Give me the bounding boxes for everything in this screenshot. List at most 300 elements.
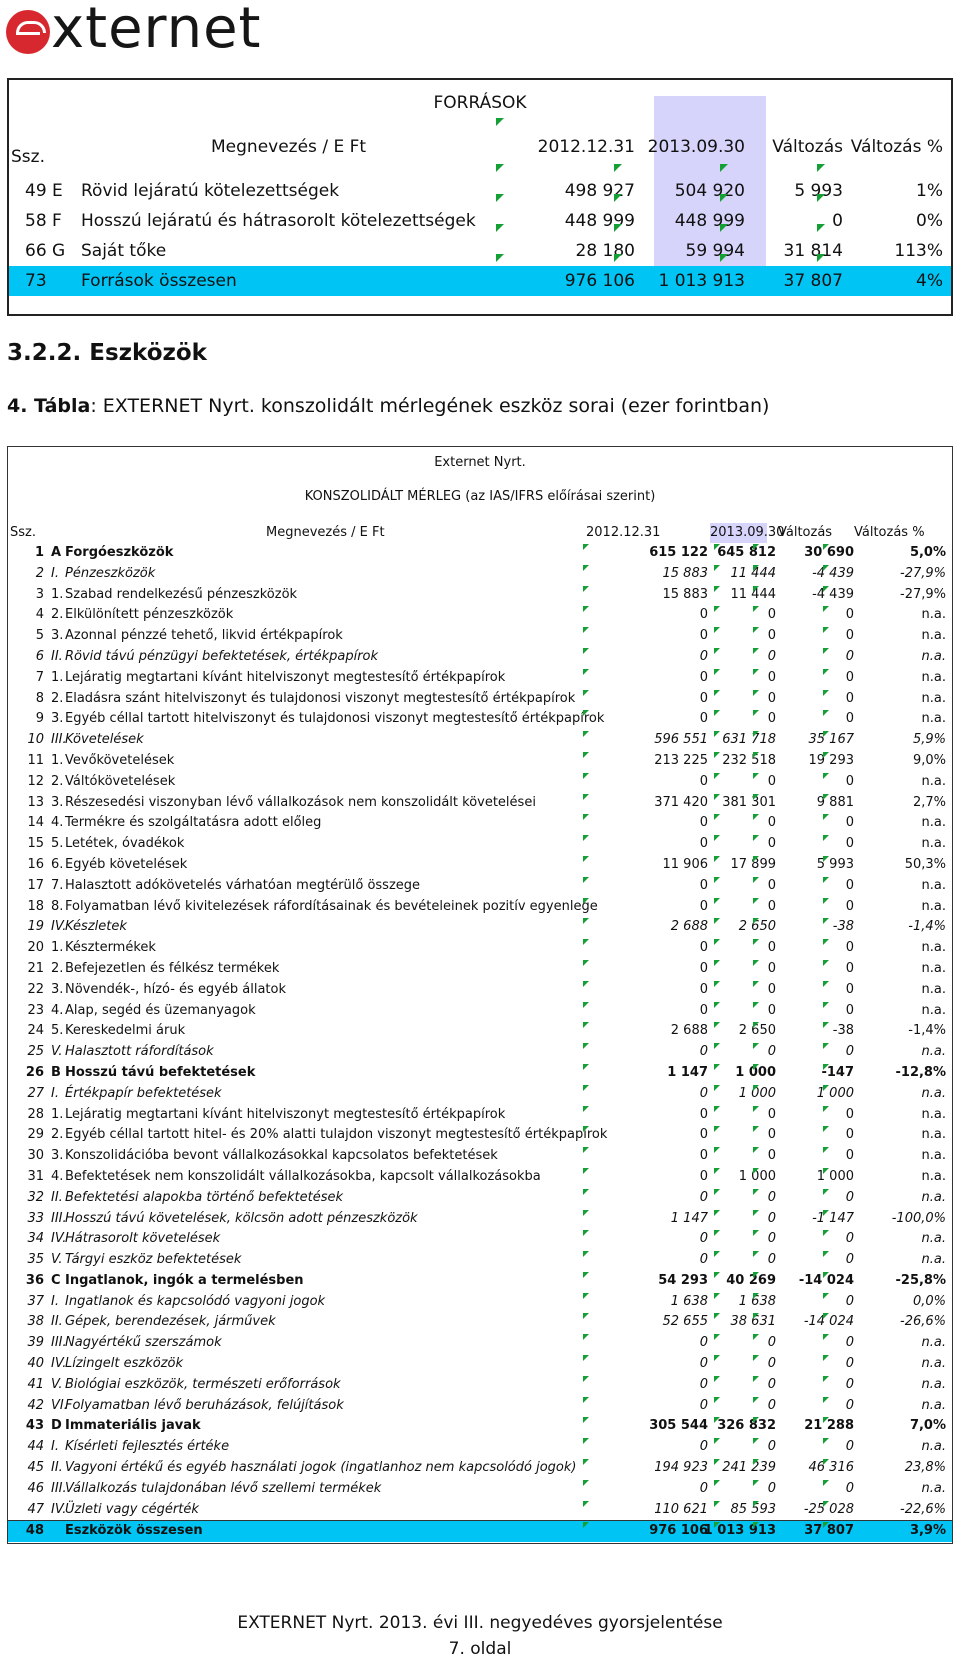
- value-2013: 0: [767, 1252, 776, 1268]
- cell-marker-icon: [583, 835, 589, 841]
- cell-marker-icon: [583, 565, 589, 571]
- cell-marker-icon: [614, 254, 622, 262]
- eszkozok-table: [7, 446, 953, 1544]
- value-change-pct: 5,0%: [909, 545, 946, 560]
- cell-marker-icon: [823, 752, 829, 758]
- cell-marker-icon: [714, 1272, 720, 1278]
- cell-marker-icon: [823, 1251, 829, 1257]
- value-2013: 0: [767, 1480, 776, 1496]
- cell-marker-icon: [823, 1064, 829, 1070]
- table-row: [8, 1105, 952, 1126]
- cell-marker-icon: [496, 224, 504, 232]
- row-number: 46: [27, 1480, 44, 1496]
- row-name: Pénzeszközök: [65, 565, 156, 581]
- row-code: III.: [51, 1335, 67, 1351]
- section-heading: 3.2.2. Eszközök: [7, 340, 207, 366]
- value-2012: 0: [699, 1106, 708, 1122]
- row-name: Szabad rendelkezésű pénzeszközök: [65, 586, 298, 602]
- value-change: -14 024: [803, 1314, 854, 1330]
- cell-marker-icon: [823, 1397, 829, 1403]
- header-date2: 2013.09.30: [647, 137, 745, 157]
- cell-marker-icon: [823, 1147, 829, 1153]
- cell-marker-icon: [753, 690, 759, 696]
- value-2012: 448 999: [564, 211, 635, 231]
- value-change: 0: [845, 1189, 854, 1205]
- row-name: Nagyértékű szerszámok: [65, 1335, 222, 1351]
- cell-marker-icon: [823, 1189, 829, 1195]
- cell-marker-icon: [583, 586, 589, 592]
- table-row: [8, 813, 952, 834]
- header-name: Megnevezés / E Ft: [211, 137, 367, 157]
- value-2013: 0: [767, 940, 776, 956]
- cell-marker-icon: [714, 565, 720, 571]
- value-change: 0: [845, 1231, 854, 1247]
- eszkozok-total-row: [8, 1520, 952, 1542]
- table-row: [8, 1312, 952, 1333]
- row-number: 43: [25, 1418, 44, 1434]
- value-2012: 0: [699, 1044, 708, 1060]
- cell-marker-icon: [823, 731, 829, 737]
- row-number: 7: [35, 669, 44, 685]
- cell-marker-icon: [583, 710, 589, 716]
- cell-marker-icon: [583, 627, 589, 633]
- value-2013: 0: [767, 1231, 776, 1247]
- row-name: Vagyoni értékű és egyéb használati jogok (ingatlanhoz nem kapcsolódó jogok): [65, 1460, 577, 1476]
- row-code: 5.: [51, 1023, 64, 1039]
- row-code: 3.: [51, 794, 64, 810]
- row-code: 1.: [51, 940, 64, 956]
- row-name: Saját tőke: [81, 241, 167, 261]
- value-2012: 498 927: [564, 181, 635, 201]
- value-2012: 0: [699, 1127, 708, 1143]
- row-name: Befejezetlen és félkész termékek: [65, 960, 280, 976]
- value-change: 37 807: [804, 1523, 854, 1539]
- row-code: F: [52, 211, 62, 231]
- cell-marker-icon: [714, 1417, 720, 1423]
- cell-marker-icon: [753, 1251, 759, 1257]
- row-code: IV.: [51, 1356, 67, 1372]
- row-code: III.: [51, 1210, 67, 1226]
- header-ssz: Ssz.: [10, 525, 36, 540]
- cell-marker-icon: [720, 164, 728, 172]
- cell-marker-icon: [583, 1168, 589, 1174]
- value-2013: 11 444: [730, 565, 776, 581]
- table-row: [8, 793, 952, 814]
- value-change-pct: n.a.: [921, 1376, 946, 1392]
- cell-marker-icon: [583, 1376, 589, 1382]
- row-number: 12: [27, 773, 44, 789]
- value-change: 0: [845, 690, 854, 706]
- table-row: [8, 564, 952, 585]
- value-2012: 213 225: [654, 752, 708, 768]
- cell-marker-icon: [753, 1522, 759, 1528]
- value-2012: 0: [699, 960, 708, 976]
- cell-marker-icon: [753, 794, 759, 800]
- value-2012: 1 147: [670, 1210, 708, 1226]
- header-date1: 2012.12.31: [537, 137, 635, 157]
- row-number: 10: [27, 732, 44, 748]
- value-change-pct: n.a.: [921, 898, 946, 914]
- value-change: 19 293: [808, 752, 854, 768]
- row-name: Értékpapír befektetések: [65, 1085, 222, 1101]
- cell-marker-icon: [714, 835, 720, 841]
- cell-marker-icon: [583, 1459, 589, 1465]
- value-change: -14 024: [798, 1272, 854, 1288]
- value-2012: 0: [699, 1148, 708, 1164]
- cell-marker-icon: [753, 627, 759, 633]
- row-code: 1.: [51, 669, 64, 685]
- row-name: Rövid lejáratú kötelezettségek: [81, 181, 340, 201]
- table-row: [8, 1458, 952, 1479]
- cell-marker-icon: [823, 960, 829, 966]
- value-change-pct: n.a.: [921, 981, 946, 997]
- value-change-pct: -22,6%: [900, 1501, 946, 1517]
- forrasok-total-row: [9, 266, 951, 296]
- cell-marker-icon: [823, 1272, 829, 1278]
- value-change: 0: [845, 940, 854, 956]
- value-2012: 0: [699, 898, 708, 914]
- cell-marker-icon: [753, 1459, 759, 1465]
- cell-marker-icon: [753, 918, 759, 924]
- value-change: 35 167: [808, 732, 854, 748]
- cell-marker-icon: [753, 1168, 759, 1174]
- value-2013: 59 994: [685, 241, 745, 261]
- value-2013: 0: [767, 1397, 776, 1413]
- table-row: [8, 647, 952, 668]
- cell-marker-icon: [823, 918, 829, 924]
- cell-marker-icon: [714, 1085, 720, 1091]
- value-change-pct: n.a.: [921, 836, 946, 852]
- value-2013: 1 013 913: [658, 271, 745, 291]
- forrasok-title: FORRÁSOK: [433, 93, 527, 113]
- table-row: [8, 730, 952, 751]
- cell-marker-icon: [714, 710, 720, 716]
- cell-marker-icon: [714, 1168, 720, 1174]
- row-number: 26: [25, 1064, 44, 1080]
- row-name: Forgóeszközök: [65, 545, 174, 560]
- value-2013: 232 518: [722, 752, 776, 768]
- cell-marker-icon: [583, 606, 589, 612]
- row-number: 11: [27, 752, 44, 768]
- value-change-pct: -26,6%: [900, 1314, 946, 1330]
- value-2013: 0: [767, 1127, 776, 1143]
- row-number: 18: [27, 898, 44, 914]
- value-2013: 504 920: [674, 181, 745, 201]
- value-2012: 0: [699, 940, 708, 956]
- cell-marker-icon: [614, 224, 622, 232]
- value-2013: 326 832: [717, 1418, 776, 1434]
- cell-marker-icon: [714, 939, 720, 945]
- row-number: 38: [27, 1314, 44, 1330]
- cell-marker-icon: [753, 1210, 759, 1216]
- table-row: [8, 1396, 952, 1417]
- logo-text: xternet: [51, 0, 262, 61]
- row-number: 35: [27, 1252, 44, 1268]
- table-row: [8, 1021, 952, 1042]
- cell-marker-icon: [753, 648, 759, 654]
- row-name: Lízingelt eszközök: [65, 1356, 184, 1372]
- row-code: A: [51, 545, 62, 560]
- value-change: 46 316: [808, 1460, 854, 1476]
- row-code: 3.: [51, 628, 64, 644]
- row-code: 3.: [51, 711, 64, 727]
- cell-marker-icon: [714, 1480, 720, 1486]
- row-name: Immateriális javak: [65, 1418, 201, 1434]
- row-code: 2.: [51, 690, 64, 706]
- value-change: 0: [845, 773, 854, 789]
- row-code: 2.: [51, 773, 64, 789]
- value-2013: 0: [767, 648, 776, 664]
- value-2013: 0: [767, 1106, 776, 1122]
- row-name: Lejáratig megtartani kívánt hitelviszonyt megtestesítő értékpapírok: [65, 1106, 506, 1122]
- row-code: 2.: [51, 960, 64, 976]
- row-code: 7.: [51, 877, 64, 893]
- value-2012: 0: [699, 1085, 708, 1101]
- value-change: 1 000: [816, 1168, 854, 1184]
- value-2013: 0: [767, 628, 776, 644]
- value-2013: 0: [767, 690, 776, 706]
- row-number: 31: [27, 1168, 44, 1184]
- value-change: 0: [845, 669, 854, 685]
- value-change-pct: n.a.: [921, 1397, 946, 1413]
- cell-marker-icon: [753, 544, 759, 550]
- header-change: Változás: [772, 137, 843, 157]
- row-name: Vevőkövetelések: [65, 752, 175, 768]
- value-2013: 0: [767, 1044, 776, 1060]
- table-row: [8, 980, 952, 1001]
- table-row: [8, 1188, 952, 1209]
- row-number: 6: [35, 648, 44, 664]
- cell-marker-icon: [823, 856, 829, 862]
- row-code: B: [51, 1064, 61, 1080]
- cell-marker-icon: [714, 1043, 720, 1049]
- value-change-pct: n.a.: [921, 960, 946, 976]
- value-change: 0: [845, 1002, 854, 1018]
- cell-marker-icon: [583, 1126, 589, 1132]
- cell-marker-icon: [823, 1293, 829, 1299]
- cell-marker-icon: [753, 1230, 759, 1236]
- value-change: 0: [845, 1480, 854, 1496]
- cell-marker-icon: [714, 1230, 720, 1236]
- cell-marker-icon: [753, 1064, 759, 1070]
- row-code: IV.: [51, 1231, 67, 1247]
- row-code: E: [52, 181, 63, 201]
- cell-marker-icon: [823, 1522, 829, 1528]
- value-change-pct: -27,9%: [900, 586, 946, 602]
- cell-marker-icon: [823, 627, 829, 633]
- row-name: Hosszú lejáratú és hátrasorolt kötelezettségek: [81, 211, 476, 231]
- row-name: Források összesen: [81, 271, 237, 291]
- row-number: 30: [27, 1148, 44, 1164]
- cell-marker-icon: [714, 773, 720, 779]
- value-2013: 0: [767, 981, 776, 997]
- cell-marker-icon: [823, 1501, 829, 1507]
- cell-marker-icon: [583, 1189, 589, 1195]
- value-2012: 0: [699, 1168, 708, 1184]
- cell-marker-icon: [823, 981, 829, 987]
- value-2013: 241 239: [722, 1460, 776, 1476]
- cell-marker-icon: [714, 794, 720, 800]
- value-change: -4 439: [812, 586, 854, 602]
- value-change-pct: n.a.: [921, 1252, 946, 1268]
- value-2013: 85 593: [730, 1501, 776, 1517]
- value-2012: 54 293: [658, 1272, 708, 1288]
- value-change-pct: n.a.: [921, 1439, 946, 1455]
- value-2013: 1 000: [738, 1168, 776, 1184]
- value-change-pct: 23,8%: [904, 1460, 946, 1476]
- value-change: 1 000: [816, 1085, 854, 1101]
- value-2013: 38 631: [730, 1314, 776, 1330]
- table-row: [8, 1209, 952, 1230]
- cell-marker-icon: [823, 794, 829, 800]
- value-change: -4 439: [812, 565, 854, 581]
- balance-caption: KONSZOLIDÁLT MÉRLEG (az IAS/IFRS előírásai szerint): [304, 489, 656, 504]
- table-row: [8, 834, 952, 855]
- cell-marker-icon: [753, 1085, 759, 1091]
- value-2013: 0: [767, 1148, 776, 1164]
- cell-marker-icon: [817, 194, 825, 202]
- value-change: -147: [821, 1064, 854, 1080]
- value-2013: 448 999: [674, 211, 745, 231]
- row-name: Halasztott ráfordítások: [65, 1044, 214, 1060]
- value-2012: 0: [699, 1335, 708, 1351]
- value-change-pct: -100,0%: [891, 1210, 946, 1226]
- cell-marker-icon: [583, 648, 589, 654]
- cell-marker-icon: [583, 981, 589, 987]
- value-change-pct: n.a.: [921, 628, 946, 644]
- value-2012: 615 122: [649, 545, 708, 560]
- value-2012: 0: [699, 815, 708, 831]
- table-row: [8, 1292, 952, 1313]
- value-change-pct: -25,8%: [895, 1272, 946, 1288]
- value-change-pct: n.a.: [921, 773, 946, 789]
- table-row: [8, 1229, 952, 1250]
- value-2013: 0: [767, 877, 776, 893]
- cell-marker-icon: [753, 1126, 759, 1132]
- value-2013: 645 812: [717, 545, 776, 560]
- cell-marker-icon: [823, 1002, 829, 1008]
- row-number: 16: [27, 856, 44, 872]
- value-2013: 11 444: [730, 586, 776, 602]
- forrasok-header-row: [9, 132, 951, 167]
- table-row: [8, 668, 952, 689]
- value-change-pct: 3,9%: [909, 1523, 946, 1539]
- row-name: Rövid távú pénzügyi befektetések, értékpapírok: [65, 648, 379, 664]
- value-change: 9 881: [816, 794, 854, 810]
- cell-marker-icon: [753, 1043, 759, 1049]
- value-change: 0: [845, 1148, 854, 1164]
- value-change-pct: n.a.: [921, 1356, 946, 1372]
- value-2013: 381 301: [722, 794, 776, 810]
- value-2012: 2 688: [670, 919, 708, 935]
- value-2013: 0: [767, 1356, 776, 1372]
- value-change: 0: [845, 898, 854, 914]
- row-number: 48: [25, 1523, 44, 1539]
- cell-marker-icon: [714, 1355, 720, 1361]
- table-row: [8, 1375, 952, 1396]
- cell-marker-icon: [823, 835, 829, 841]
- table-row: [8, 709, 952, 730]
- cell-marker-icon: [714, 1501, 720, 1507]
- row-name: Egyéb követelések: [65, 856, 188, 872]
- value-2012: 11 906: [662, 856, 708, 872]
- value-change-pct: 7,0%: [909, 1418, 946, 1434]
- value-change: 0: [845, 1044, 854, 1060]
- cell-marker-icon: [753, 1376, 759, 1382]
- value-change: 0: [845, 1356, 854, 1372]
- value-change: 0: [845, 607, 854, 623]
- value-2013: 2 650: [738, 1023, 776, 1039]
- row-number: 3: [35, 586, 44, 602]
- value-change: 0: [845, 960, 854, 976]
- row-name: Befektetési alapokba történő befektetések: [65, 1189, 344, 1205]
- row-code: C: [51, 1272, 61, 1288]
- cell-marker-icon: [823, 1417, 829, 1423]
- row-number: 2: [35, 565, 44, 581]
- header-name: Megnevezés / E Ft: [266, 525, 385, 540]
- forrasok-row: [9, 176, 951, 206]
- cell-marker-icon: [753, 1334, 759, 1340]
- value-change: -38: [832, 1023, 854, 1039]
- value-change: 31 814: [783, 241, 843, 261]
- value-change-pct: n.a.: [921, 1168, 946, 1184]
- value-change: 37 807: [783, 271, 843, 291]
- value-change-pct: -1,4%: [908, 1023, 946, 1039]
- row-number: 66: [25, 241, 47, 261]
- cell-marker-icon: [753, 1147, 759, 1153]
- cell-marker-icon: [753, 669, 759, 675]
- cell-marker-icon: [714, 856, 720, 862]
- cell-marker-icon: [714, 1002, 720, 1008]
- cell-marker-icon: [583, 1002, 589, 1008]
- footer-report-title: EXTERNET Nyrt. 2013. évi III. negyedéves gyorsjelentése: [237, 1613, 723, 1633]
- row-code: I.: [51, 1293, 59, 1309]
- row-code: III.: [51, 1480, 67, 1496]
- cell-marker-icon: [714, 1438, 720, 1444]
- cell-marker-icon: [583, 918, 589, 924]
- value-change-pct: 1%: [916, 181, 943, 201]
- value-2012: 0: [699, 981, 708, 997]
- value-2012: 371 420: [654, 794, 708, 810]
- row-name: Konszolidációba bevont vállalkozásokkal kapcsolatos befektetések: [65, 1148, 498, 1164]
- cell-marker-icon: [583, 1043, 589, 1049]
- cell-marker-icon: [753, 586, 759, 592]
- row-code: I.: [51, 1439, 59, 1455]
- cell-marker-icon: [753, 939, 759, 945]
- cell-marker-icon: [583, 1397, 589, 1403]
- cell-marker-icon: [753, 752, 759, 758]
- value-2012: 0: [699, 669, 708, 685]
- cell-marker-icon: [714, 981, 720, 987]
- row-code: V.: [51, 1376, 63, 1392]
- value-change-pct: n.a.: [921, 648, 946, 664]
- cell-marker-icon: [753, 1189, 759, 1195]
- row-number: 41: [27, 1376, 44, 1392]
- cell-marker-icon: [753, 1002, 759, 1008]
- cell-marker-icon: [583, 752, 589, 758]
- cell-marker-icon: [823, 1210, 829, 1216]
- footer-page-number: 7. oldal: [448, 1639, 512, 1659]
- row-name: Hosszú távú követelések, kölcsön adott pénzeszközök: [65, 1210, 418, 1226]
- table-row: [8, 1146, 952, 1167]
- value-2012: 305 544: [649, 1418, 708, 1434]
- row-code: II.: [51, 1189, 63, 1205]
- row-number: 23: [27, 1002, 44, 1018]
- row-number: 14: [27, 815, 44, 831]
- cell-marker-icon: [583, 1334, 589, 1340]
- row-number: 49: [25, 181, 47, 201]
- externet-logo: [6, 0, 262, 61]
